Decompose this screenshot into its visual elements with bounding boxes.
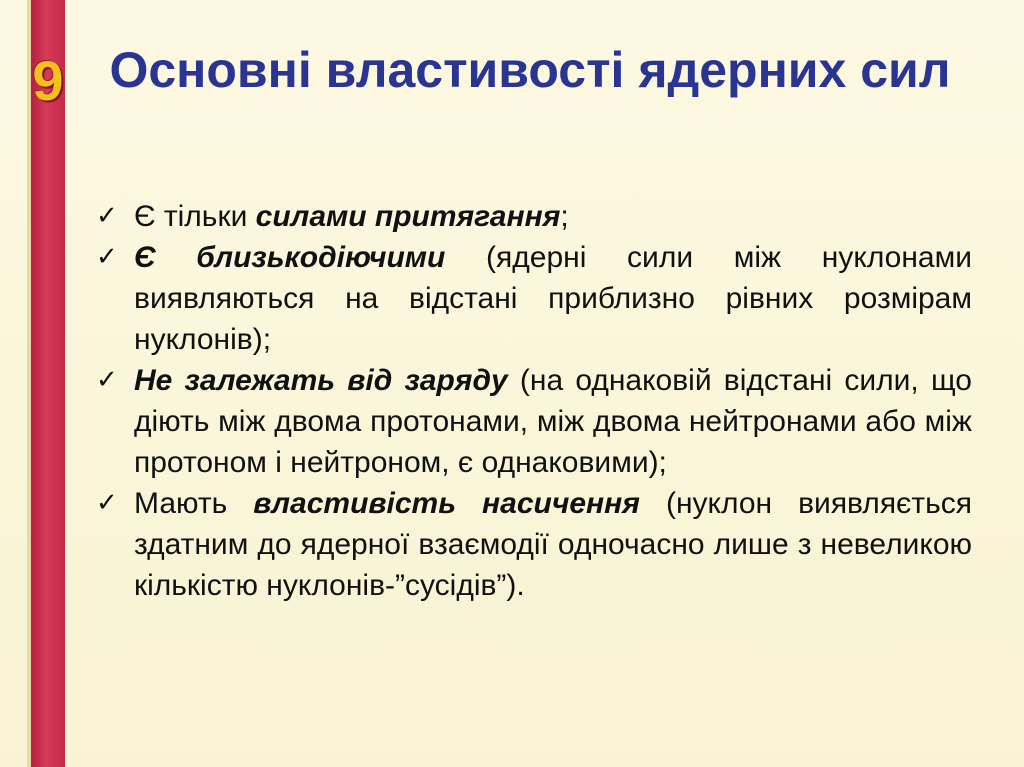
side-stripe [31,0,65,767]
check-icon: ✓ [96,488,118,518]
item-emphasis: Є близькодіючими [134,241,446,274]
check-icon: ✓ [96,201,118,231]
item-text-after: ; [560,200,569,233]
item-text-after: (нуклон виявляється здатним до ядерної взаємодії одночасно лише з невеликою кількістю нуклонів-”сусідів”). [134,487,972,602]
item-text-before: Є тільки [134,200,256,233]
item-text-after: (на однаковій відстані сили, що діють між двома протонами, між двома нейтронами або між протоном і нейтроном, є однаковими); [134,364,972,479]
item-emphasis: Не залежать від заряду [134,364,508,397]
properties-list [96,196,972,606]
item-emphasis: властивість насичення [253,487,640,520]
item-emphasis: силами притягання [255,200,561,233]
item-text-after: (ядерні сили між нуклонами виявляються на відстані приблизно рівних розмірам нуклонів); [134,241,972,356]
slide-number-badge: 9 [32,49,64,112]
check-icon: ✓ [96,365,118,395]
list-item [96,483,972,606]
list-item [96,237,972,360]
list-item [96,360,972,483]
list-item [96,196,972,237]
item-text-before: Мають [134,487,254,520]
check-icon: ✓ [96,242,118,272]
slide-title: Основні властивості ядерних сил [109,42,951,98]
